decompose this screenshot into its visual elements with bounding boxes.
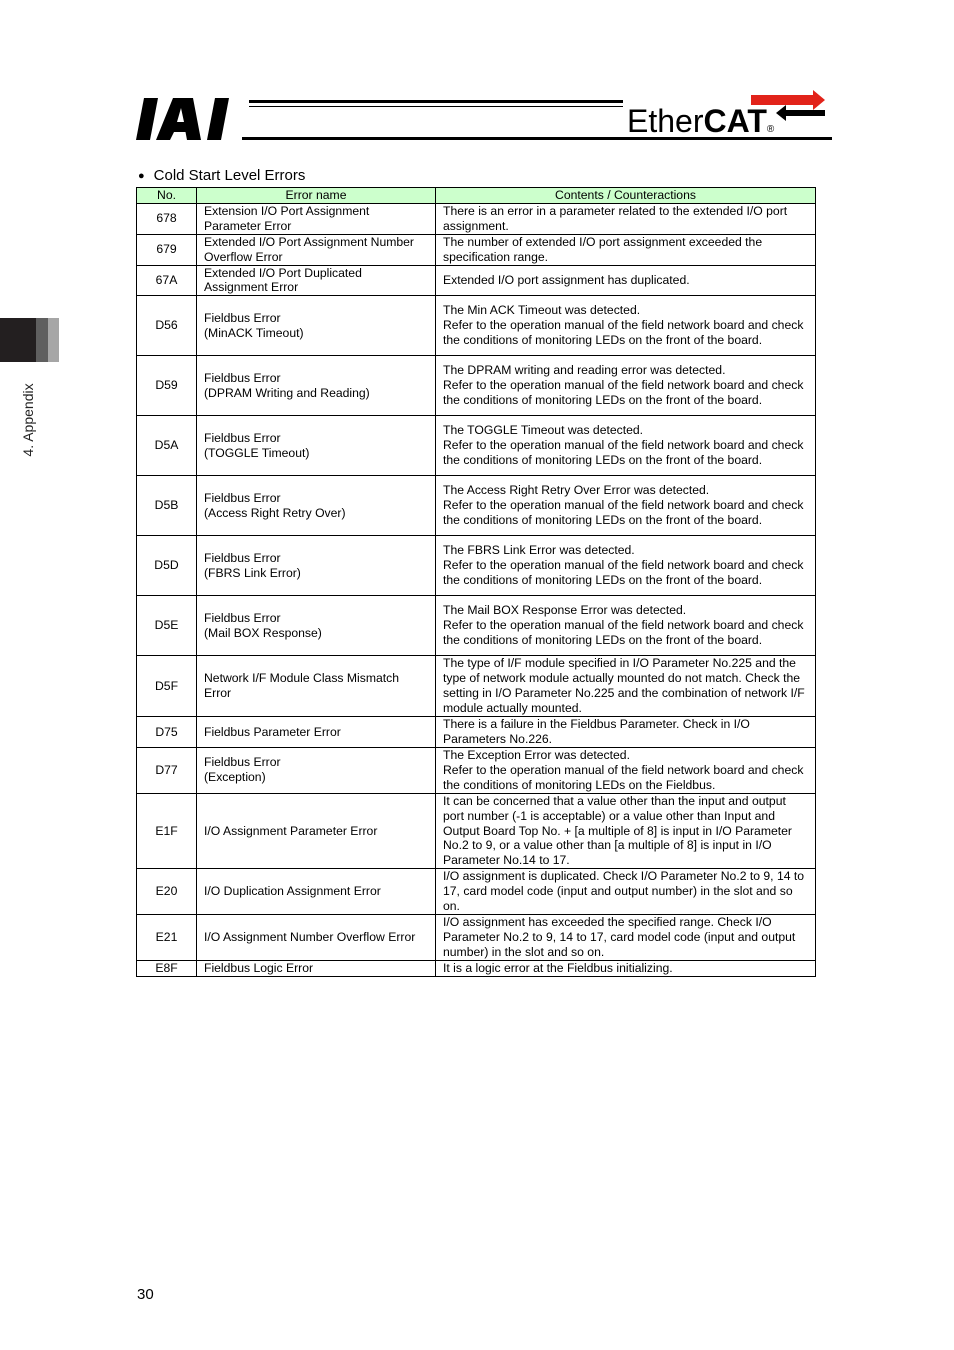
- error-contents-cell: The FBRS Link Error was detected. Refer to the operation manual of the field network board and check the conditions of monitoring LEDs on the front of the board.: [436, 536, 816, 596]
- error-code-cell: 67A: [137, 265, 197, 296]
- error-name-cell: Fieldbus Error (TOGGLE Timeout): [197, 416, 436, 476]
- error-code-cell: D5E: [137, 596, 197, 656]
- error-name-cell: I/O Assignment Parameter Error: [197, 793, 436, 869]
- error-contents-cell: The Access Right Retry Over Error was detected. Refer to the operation manual of the field network board and check the conditions of monitoring LEDs on the front of the board.: [436, 476, 816, 536]
- error-contents-cell: It can be concerned that a value other than the input and output port number (-1 is acceptable) or a value other than Input and Output Board Top No. + [a multiple of 8] is input in I/O Parameter No.2 to 9, or a value other than [a multiple of 8] is input in I/O Parameter No.14 to 17.: [436, 793, 816, 869]
- error-name-cell: Fieldbus Error (FBRS Link Error): [197, 536, 436, 596]
- table-row: [137, 960, 816, 976]
- error-code-cell: E20: [137, 869, 197, 915]
- page-number: 30: [137, 1286, 154, 1303]
- error-name-cell: Extension I/O Port Assignment Parameter Error: [197, 203, 436, 234]
- error-name-cell: Extended I/O Port Assignment Number Overflow Error: [197, 234, 436, 265]
- error-code-cell: E21: [137, 914, 197, 960]
- side-tab-stripe-light: [48, 318, 59, 362]
- column-header-error-name: Error name: [197, 188, 436, 204]
- error-name-cell: Network I/F Module Class Mismatch Error: [197, 656, 436, 717]
- ethercat-logo: EtherCAT®: [627, 103, 775, 139]
- header-rule-thick: [249, 100, 623, 103]
- error-code-cell: D5B: [137, 476, 197, 536]
- error-name-cell: Fieldbus Error (Mail BOX Response): [197, 596, 436, 656]
- error-contents-cell: The Exception Error was detected. Refer to the operation manual of the field network board and check the conditions of monitoring LEDs on the Fieldbus.: [436, 747, 816, 793]
- error-name-cell: I/O Assignment Number Overflow Error: [197, 914, 436, 960]
- side-tab-marker: [0, 318, 36, 362]
- table-row: [137, 869, 816, 915]
- table-row: [137, 234, 816, 265]
- error-contents-cell: It is a logic error at the Fieldbus initializing.: [436, 960, 816, 976]
- error-contents-cell: The Mail BOX Response Error was detected. Refer to the operation manual of the field network board and check the conditions of monitoring LEDs on the front of the board.: [436, 596, 816, 656]
- error-contents-cell: The type of I/F module specified in I/O Parameter No.225 and the type of network module actually mounted do not match. Check the setting in I/O Parameter No.225 and the combination of network I/F module actually mounted.: [436, 656, 816, 717]
- error-name-cell: I/O Duplication Assignment Error: [197, 869, 436, 915]
- bullet-icon: ●: [138, 170, 145, 182]
- error-contents-cell: The DPRAM writing and reading error was detected. Refer to the operation manual of the field network board and check the conditions of monitoring LEDs on the front of the board.: [436, 356, 816, 416]
- error-name-cell: Fieldbus Error (DPRAM Writing and Reading): [197, 356, 436, 416]
- side-tab-stripe: [36, 318, 48, 362]
- column-header-no: No.: [137, 188, 197, 204]
- table-row: [137, 536, 816, 596]
- error-code-cell: 678: [137, 203, 197, 234]
- error-code-cell: D5D: [137, 536, 197, 596]
- chapter-label: 4. Appendix: [20, 383, 36, 457]
- error-contents-cell: The TOGGLE Timeout was detected. Refer to the operation manual of the field network board and check the conditions of monitoring LEDs on the front of the board.: [436, 416, 816, 476]
- table-row: [137, 914, 816, 960]
- table-header-row: [137, 188, 816, 204]
- error-code-cell: E1F: [137, 793, 197, 869]
- error-name-cell: Fieldbus Logic Error: [197, 960, 436, 976]
- table-row: [137, 356, 816, 416]
- error-code-cell: 679: [137, 234, 197, 265]
- error-code-cell: E8F: [137, 960, 197, 976]
- table-row: [137, 656, 816, 717]
- table-row: [137, 296, 816, 356]
- error-contents-cell: The Min ACK Timeout was detected. Refer to the operation manual of the field network board and check the conditions of monitoring LEDs on the front of the board.: [436, 296, 816, 356]
- error-name-cell: Fieldbus Parameter Error: [197, 716, 436, 747]
- page-header: [0, 0, 954, 150]
- error-code-cell: D56: [137, 296, 197, 356]
- table-row: [137, 793, 816, 869]
- error-name-cell: Fieldbus Error (Access Right Retry Over): [197, 476, 436, 536]
- error-name-cell: Extended I/O Port Duplicated Assignment Error: [197, 265, 436, 296]
- table-row: [137, 596, 816, 656]
- error-code-cell: D59: [137, 356, 197, 416]
- header-rule-thin: [249, 106, 623, 107]
- error-code-cell: D77: [137, 747, 197, 793]
- table-row: [137, 747, 816, 793]
- error-code-cell: D5F: [137, 656, 197, 717]
- table-row: [137, 416, 816, 476]
- error-name-cell: Fieldbus Error (MinACK Timeout): [197, 296, 436, 356]
- section-title: [138, 167, 305, 184]
- table-row: [137, 716, 816, 747]
- error-table: [136, 187, 816, 977]
- error-code-cell: D5A: [137, 416, 197, 476]
- iai-logo: [136, 98, 244, 140]
- table-row: [137, 265, 816, 296]
- column-header-contents: Contents / Counteractions: [436, 188, 816, 204]
- error-contents-cell: There is a failure in the Fieldbus Parameter. Check in I/O Parameters No.226.: [436, 716, 816, 747]
- error-contents-cell: There is an error in a parameter related to the extended I/O port assignment.: [436, 203, 816, 234]
- section-title-text: Cold Start Level Errors: [153, 167, 306, 184]
- error-contents-cell: Extended I/O port assignment has duplicated.: [436, 265, 816, 296]
- error-code-cell: D75: [137, 716, 197, 747]
- error-contents-cell: I/O assignment is duplicated. Check I/O Parameter No.2 to 9, 14 to 17, card model code (input and output number) in the slot and so on.: [436, 869, 816, 915]
- error-name-cell: Fieldbus Error (Exception): [197, 747, 436, 793]
- table-row: [137, 203, 816, 234]
- error-contents-cell: I/O assignment has exceeded the specified range. Check I/O Parameter No.2 to 9, 14 to 17, card model code (input and output number) in the slot and so on.: [436, 914, 816, 960]
- table-row: [137, 476, 816, 536]
- error-contents-cell: The number of extended I/O port assignment exceeded the specification range.: [436, 234, 816, 265]
